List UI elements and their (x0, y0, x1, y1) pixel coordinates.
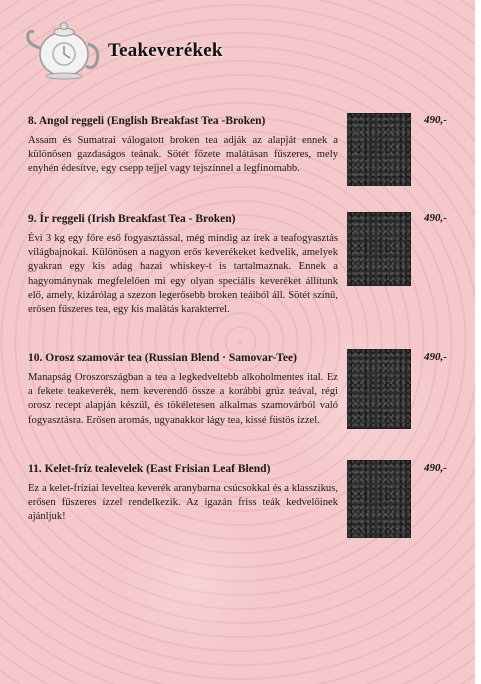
tea-item-title: 8. Angol reggeli (English Breakfast Tea -Broken) (28, 115, 266, 127)
tea-item-11 (28, 462, 338, 525)
tea-item-price: 490,- (424, 114, 447, 126)
tea-item-title: 9. Ír reggeli (Irish Breakfast Tea - Broken) (28, 213, 236, 225)
tea-leaf-swatch (347, 113, 411, 186)
tea-item-description: Évi 3 kg egy főre eső fogyasztással, még mindig az írek a teafogyasztás világbajnokai. Különösen a nagyon erős keverékeket kedvelik, amelyek gyakran egy kis adag hazai whiskey-t is tartalmaznak. Ennek a hagyománynak megfelelően mi egy olyan speciális keveréket állítunk elő, amely, kizárólag a szezon legerősebb broken teáiból áll. Sötét színű, erősen fűszeres tea, egy kis malátás karakterrel. (28, 233, 338, 316)
tea-leaf-swatch (347, 212, 411, 286)
tea-item-price: 490,- (424, 462, 447, 474)
teapot-icon (22, 14, 106, 86)
page-title: Teakeverékek (108, 40, 223, 61)
tea-item-price: 490,- (424, 351, 447, 363)
right-border (475, 0, 481, 684)
tea-item-price: 490,- (424, 212, 447, 224)
tea-item-10 (28, 351, 338, 428)
tea-item-description: Assam és Sumatrai válogatott broken tea adják az alapját ennek a különösen gazdaságos teának. Sötét főzete malátásan fűszeres, mely enyhén édesítve, egy csepp tejjel vagy tejszínnel a legfinomabb. (28, 135, 338, 175)
tea-item-8 (28, 114, 338, 177)
tea-leaf-swatch (347, 349, 411, 429)
tea-item-9 (28, 212, 338, 317)
tea-item-title: 11. Kelet-fríz tealevelek (East Frisian Leaf Blend) (28, 463, 271, 475)
tea-item-description: Ez a kelet-fríziai leveltea keverék aranybarna csúcsokkal és a klasszikus, erősen fűszeres ízzel rendelkezik. Az igazán friss teák kedvelőinek ajánljuk! (28, 483, 338, 523)
tea-item-title: 10. Orosz szamovár tea (Russian Blend · Samovar-Tee) (28, 352, 297, 364)
tea-item-description: Manapság Oroszországban a tea a legkedveltebb alkoholmentes ital. Ez a fekete teakeverék, nem keverendő össze a korábbi grúz teával, régi orosz recept alapján készül, és tökéletesen alkalmas szamovárból való fogyasztásra. Erősen aromás, ugyanakkor lágy tea, kissé füstös ízzel. (28, 372, 338, 426)
tea-leaf-swatch (347, 460, 411, 538)
